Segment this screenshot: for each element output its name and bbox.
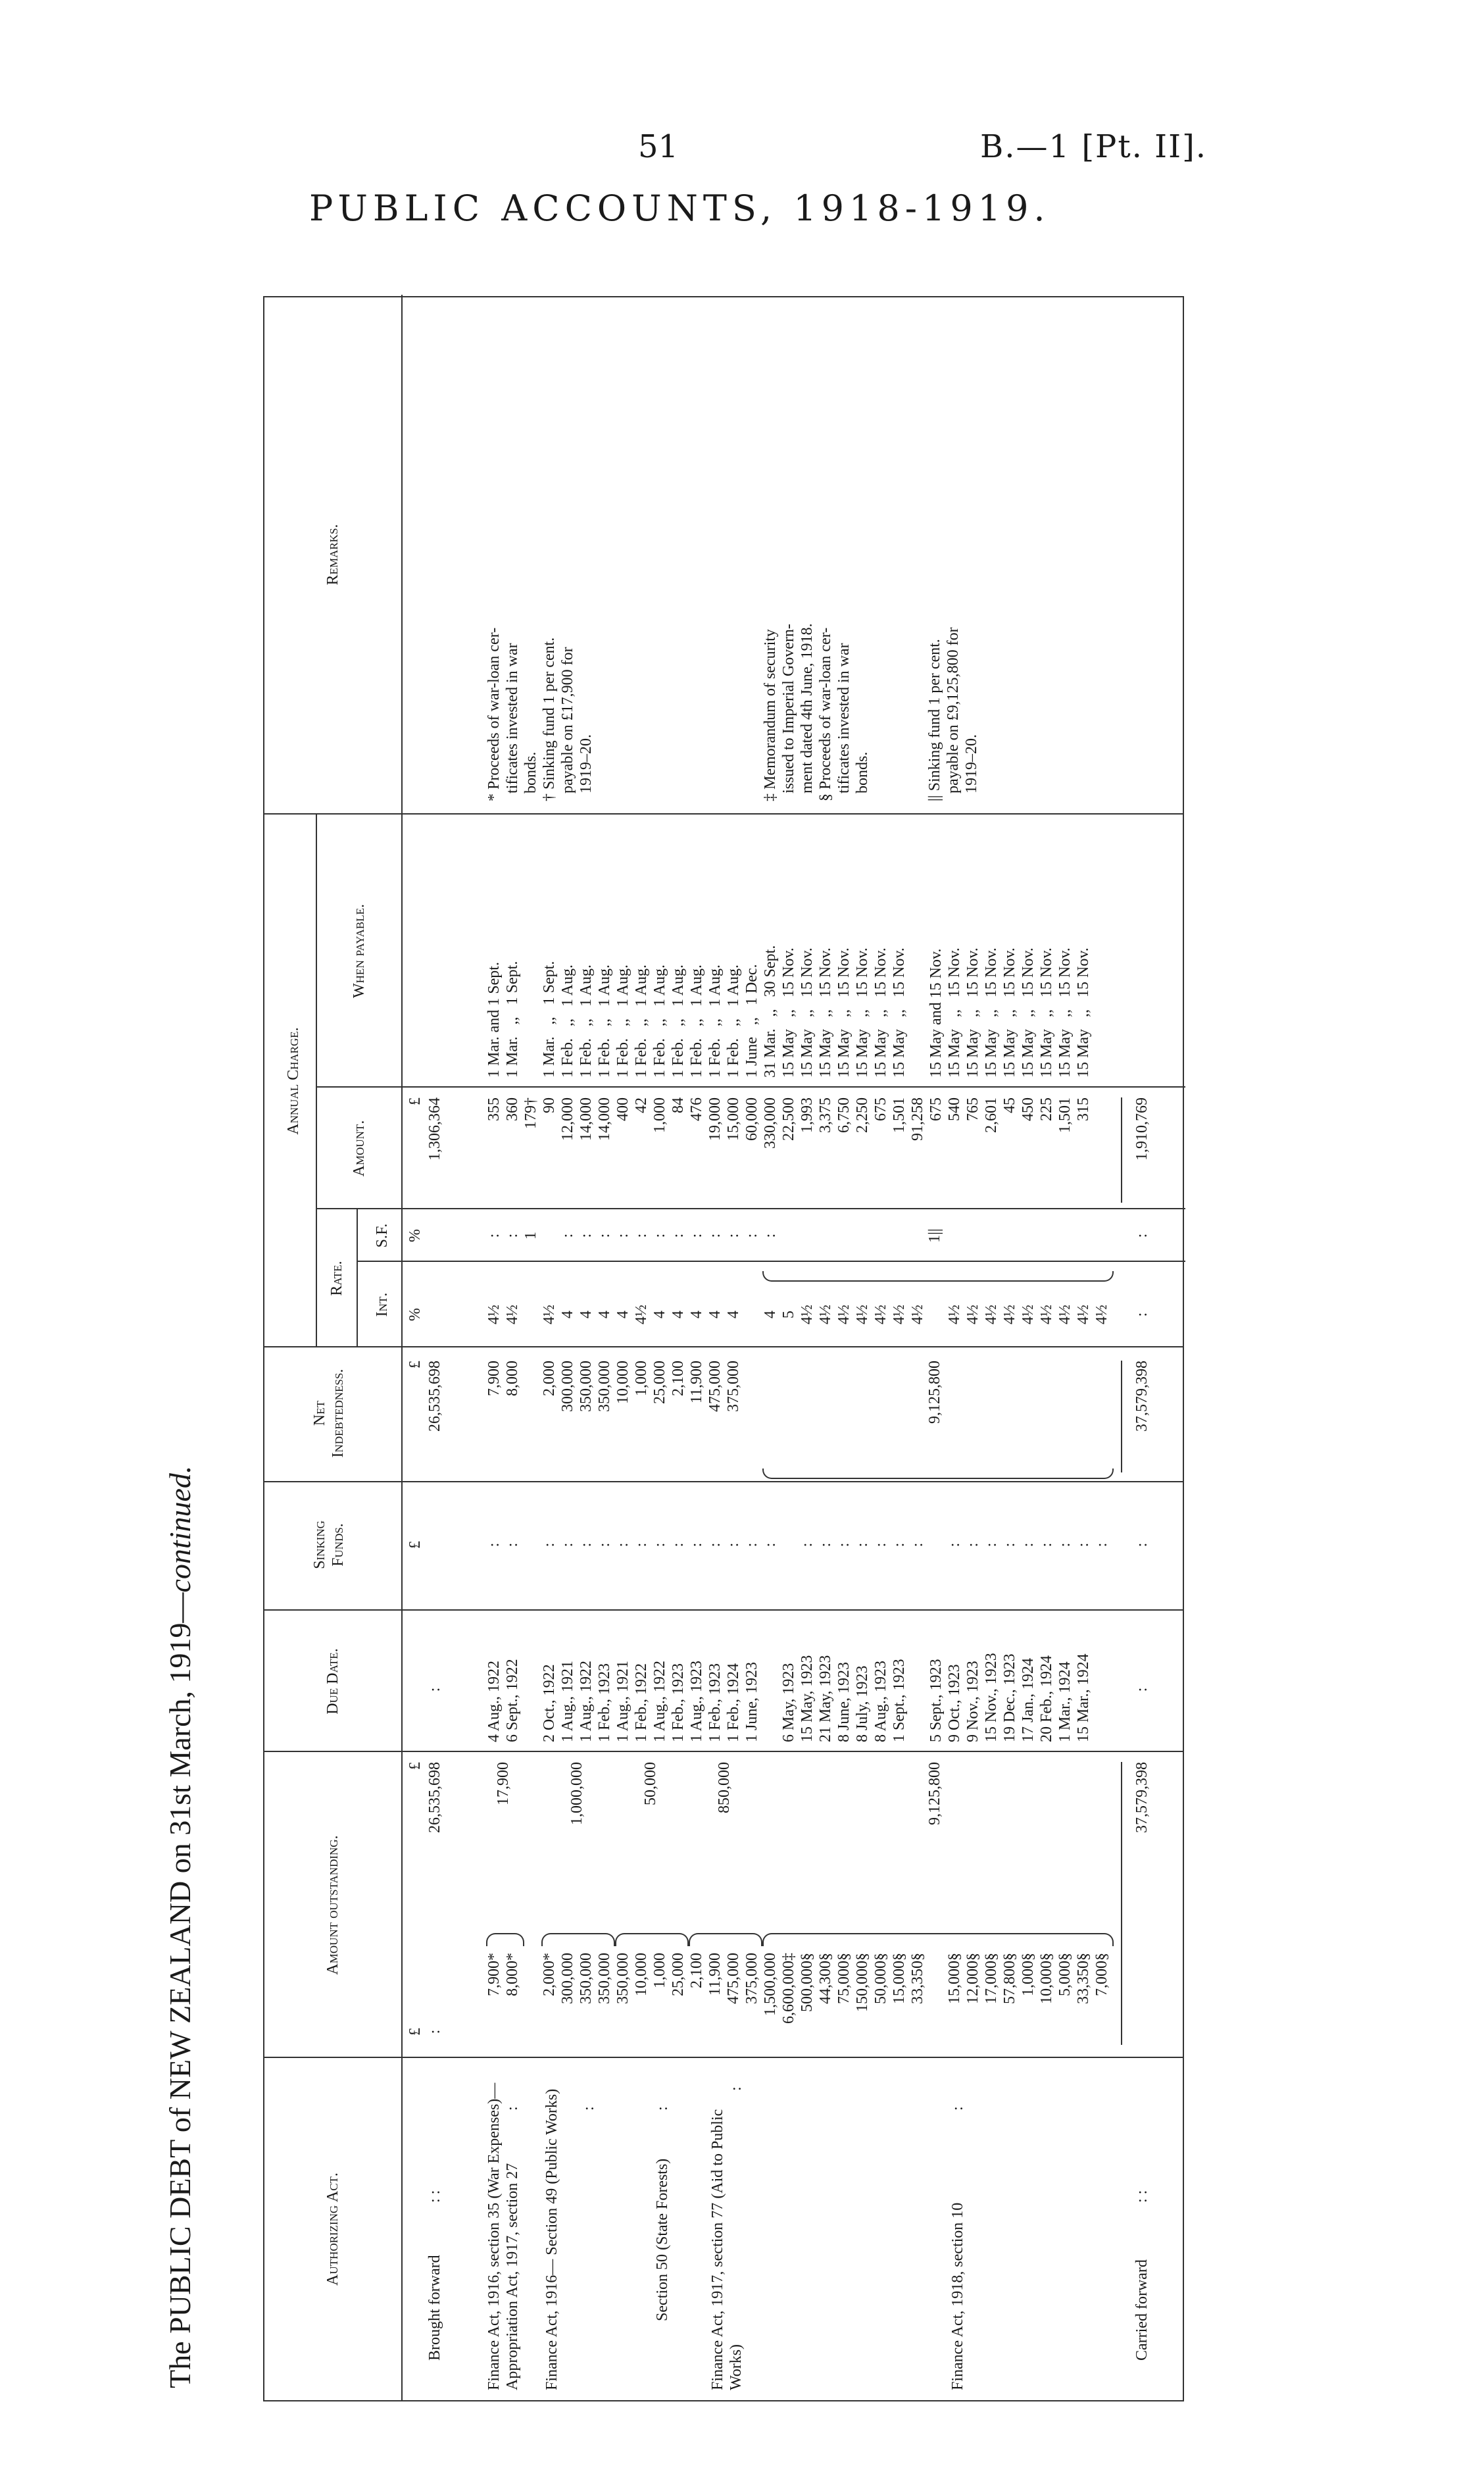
header-rate-sf: S.F. <box>374 1223 391 1248</box>
page-heading: PUBLIC ACCOUNTS, 1918-1919. <box>309 188 1051 229</box>
header-annual-charge: Annual Charge. <box>285 1027 302 1135</box>
header-sinking-funds: Sinking Funds. <box>311 1520 347 1569</box>
carried-forward-charge: 1,910,769 <box>1133 1097 1150 1161</box>
annual-charge-rule <box>316 815 317 1347</box>
subtotal-amount: 1,000,000 <box>568 1762 585 1825</box>
brought-forward-label: Brought forward <box>426 2255 443 2361</box>
header-when-payable: When payable. <box>351 904 368 998</box>
sinking-rate-list: : : 1 : : : : : : : : : : : : <box>485 1232 779 1240</box>
header-net-indebtedness: Net Indebtedness. <box>311 1369 347 1458</box>
carried-forward-dots: : <box>1133 1233 1150 1238</box>
total-rule <box>1121 1097 1122 1203</box>
remark-imperial-government: ‡ Memorandum of security issued to Imperial Govern- ment dated 4th June, 1918. § Proceeds of war-loan cer- tificates invested in war bonds. <box>762 623 871 801</box>
header-rate: Rate. <box>328 1261 345 1296</box>
act-leader: : <box>504 2106 521 2111</box>
net-indebtedness-list: 7,900 8,000 2,000 300,000 350,000 350,000 10,000 1,000 25,000 2,100 11,900 475,000 375,000 <box>485 1361 742 1412</box>
header-amount-outstanding: Amount outstanding. <box>324 1835 341 1975</box>
col-divider <box>317 1086 1185 1088</box>
brought-forward-net: 26,535,698 <box>426 1361 443 1432</box>
sinking-rate-note: 1|| <box>926 1228 943 1243</box>
carried-forward-leader: : : <box>1133 2190 1150 2203</box>
group-brace <box>541 1933 615 1946</box>
col-divider <box>357 1261 1185 1262</box>
header-authorizing-act: Authorizing Act. <box>324 2173 341 2286</box>
carried-forward-dots: : <box>1133 1542 1150 1547</box>
interest-rate-list: 4½ 4½ 4½ 4 4 4 4 4½ 4 4 4 4 4 4 5 4½ 4½ 4½ 4½ 4½ 4½ 4½ 4½ 4½ 4½ 4½ 4½ 4½ 4½ 4½ 4½ <box>485 1305 1110 1324</box>
public-debt-table <box>263 296 1184 2401</box>
total-rule <box>1121 1361 1122 1472</box>
brought-forward-dots: : <box>426 2029 443 2034</box>
group-brace <box>762 1271 1114 1282</box>
remark-sinking-fund: || Sinking fund 1 per cent. payable on £9,125,800 for 1919–20. <box>926 627 980 801</box>
carried-forward-net: 37,579,398 <box>1133 1361 1150 1432</box>
unit-pound: £ <box>407 1097 424 1105</box>
amounts-outstanding-list: 7,900* 8,000* 2,000* 300,000 350,000 350,000 350,000 10,000 1,000 25,000 2,100 11,900 475,000 375,000 1,500,000 6,600,000‡ 500,000§ 44,300§ 75,000§ 150,000§ 50,000§ 15,000§ 33,350§ 15,000§ 12,000§ 17,000§ 57,800§ 1,000§ 10,000§ 5,000§ 33,350§ 7,000§ <box>485 1953 1110 2024</box>
act-finance-1916-s49: Finance Act, 1916— Section 49 (Public Works) <box>543 2088 560 2390</box>
act-finance-1916-s35: Finance Act, 1916, section 35 (War Expenses)— Appropriation Act, 1917, section 27 <box>485 2082 521 2390</box>
total-rule <box>1121 1762 1122 2045</box>
group-brace <box>486 1933 524 1946</box>
subtotal-amount: 850,000 <box>716 1762 733 1813</box>
unit-pound: £ <box>407 1541 424 1549</box>
act-finance-1917-s77: Finance Act, 1917, section 77 (Aid to Public Works) <box>709 2109 745 2390</box>
rotated-table-region <box>164 296 1217 2401</box>
unit-percent: % <box>407 1308 424 1321</box>
net-subtotal: 9,125,800 <box>926 1361 943 1424</box>
document-reference: B.—1 [Pt. II]. <box>980 128 1208 165</box>
when-payable-list: 1 Mar. and 1 Sept. 1 Mar. ,, 1 Sept. 1 Mar. ,, 1 Sept. 1 Feb. ,, 1 Aug. 1 Feb. ,, 1 Aug. 1 Feb. ,, 1 Aug. 1 Feb. ,, 1 Aug. 1 Feb. ,, 1 Aug. 1 Feb. ,, 1 Aug. 1 Feb. ,, 1 Aug. 1 Feb. ,, 1 Aug. 1 Feb. ,, 1 Aug. 1 Feb. ,, 1 Aug. 1 June ,, 1 Dec. 31 Mar. ,, 30 Sept. 15 May ,, 15 Nov. 15 May ,, 15 Nov. 15 May ,, 15 Nov. 15 May ,, 15 Nov. 15 May ,, 15 Nov. 15 May ,, 15 Nov. 15 May ,, 15 Nov. 15 May and 15 Nov. 15 May ,, 15 Nov. 15 May ,, 15 Nov. 15 May ,, 15 Nov. 15 May ,, 15 Nov. 15 May ,, 15 Nov. 15 May ,, 15 Nov. 15 May ,, 15 Nov. 15 May ,, 15 Nov. <box>485 945 1092 1078</box>
brought-forward-dots: : <box>426 1687 443 1692</box>
due-dates-list: 4 Aug., 1922 6 Sept., 1922 2 Oct., 1922 1 Aug., 1921 1 Aug., 1922 1 Feb., 1923 1 Aug., 1921 1 Feb., 1922 1 Aug., 1922 1 Feb., 1923 1 Aug., 1923 1 Feb., 1923 1 Feb., 1924 1 June, 1923 6 May, 1923 15 May, 1923 21 May, 1923 8 June, 1923 8 July, 1923 8 Aug., 1923 1 Sept., 1923 5 Sept., 1923 9 Oct., 1923 9 Nov., 1923 15 Nov., 1923 19 Dec., 1923 17 Jan., 1924 20 Feb., 1924 1 Mar., 1924 15 Mar., 1924 <box>485 1653 1092 1742</box>
header-rule <box>401 295 403 2400</box>
subtotal-amount: 17,900 <box>495 1762 512 1805</box>
table-title-continued: continued. <box>163 1465 197 1593</box>
header-amount: Amount. <box>351 1120 368 1177</box>
unit-percent: % <box>407 1229 424 1242</box>
unit-pound: £ <box>407 2028 424 2036</box>
header-rate-int: Int. <box>374 1292 391 1317</box>
group-brace <box>762 1933 1114 1946</box>
rate-rule <box>357 1209 358 1347</box>
remark-war-loan: * Proceeds of war-loan cer- tificates invested in war bonds. † Sinking fund 1 per cent. payable on £17,900 for 1919–20. <box>485 627 595 801</box>
group-brace <box>615 1933 689 1946</box>
carried-forward-amount: 37,579,398 <box>1133 1762 1150 1833</box>
sinking-funds-list: : : : : : : : : : : : : : : : : : : : : : : : : : : : : : : : <box>485 1542 1110 1547</box>
table-title: The PUBLIC DEBT of NEW ZEALAND on 31st March, 1919—continued. <box>163 1465 197 2388</box>
annual-charge-list: 355 360 179† 90 12,000 14,000 14,000 400 42 1,000 84 476 19,000 15,000 60,000 330,000 22,500 1,993 3,375 6,750 2,250 675 1,501 91,258 675 540 765 2,601 45 450 225 1,501 315 <box>485 1097 1092 1149</box>
brought-forward-amount: 26,535,698 <box>426 1762 443 1833</box>
group-brace <box>689 1933 762 1946</box>
brought-forward-leader: : : <box>426 2190 443 2203</box>
act-finance-1918-s10: Finance Act, 1918, section 10 <box>949 2202 966 2390</box>
subtotal-amount: 9,125,800 <box>926 1762 943 1825</box>
col-divider <box>317 1208 1185 1209</box>
brought-forward-charge: 1,306,364 <box>426 1097 443 1161</box>
act-leader: : <box>949 2106 966 2111</box>
header-due-date: Due Date. <box>324 1648 341 1715</box>
header-remarks: Remarks. <box>324 524 341 586</box>
carried-forward-label: Carried forward <box>1133 2259 1150 2361</box>
unit-pound: £ <box>407 1762 424 1770</box>
carried-forward-dots: : <box>1133 1312 1150 1317</box>
carried-forward-dots: : <box>1133 1687 1150 1692</box>
act-s50-state-forests: Section 50 (State Forests) <box>654 2158 671 2321</box>
act-leader: : <box>728 2086 745 2091</box>
page-number: 51 <box>638 128 679 165</box>
unit-pound: £ <box>407 1361 424 1369</box>
subtotal-amount: 50,000 <box>642 1762 659 1805</box>
act-leader: : <box>580 2106 597 2111</box>
act-leader: : <box>654 2106 671 2111</box>
